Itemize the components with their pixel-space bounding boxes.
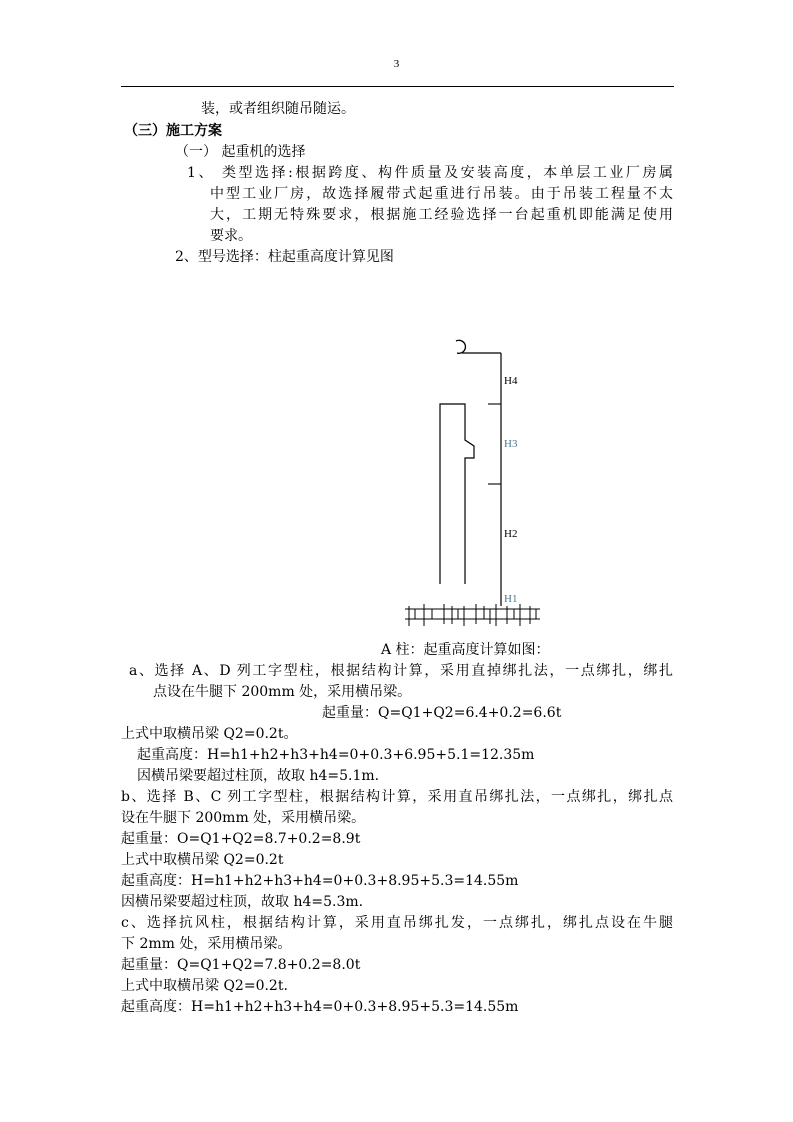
- text-line: 上式中取横吊梁 Q2=0.2t: [121, 852, 284, 868]
- subsection-heading: （一） 起重机的选择: [175, 144, 306, 160]
- formula-line: 起重量：Q=Q1+Q2=7.8+0.2=8.0t: [121, 957, 361, 973]
- text-line: b、选择 B、C 列工字型柱，根据结构计算，采用直吊绑扎法，一点绑扎，绑扎点: [121, 789, 673, 805]
- hook-icon: [456, 340, 465, 353]
- text-line: 2、型号选择：柱起重高度计算见图: [175, 249, 394, 265]
- diagram-caption: A 柱：起重高度计算如图：: [381, 642, 550, 658]
- label-h4: H4: [504, 375, 518, 387]
- text-line: 大，工期无特殊要求，根据施工经验选择一台起重机即能满足使用: [210, 207, 673, 223]
- formula-line: 起重量：O=Q1+Q2=8.7+0.2=8.9t: [121, 831, 361, 847]
- formula-line: 起重高度：H=h1+h2+h3+h4=0+0.3+8.95+5.3=14.55m: [121, 999, 519, 1015]
- formula-line: 起重高度：H=h1+h2+h3+h4=0+0.3+6.95+5.1=12.35m: [137, 747, 535, 763]
- page-number: 3: [393, 58, 400, 70]
- section-heading: （三）施工方案: [124, 123, 222, 139]
- text-line: 上式中取横吊梁 Q2=0.2t。: [121, 726, 298, 742]
- text-line: 下 2mm 处，采用横吊梁。: [121, 936, 292, 952]
- text-line: 上式中取横吊梁 Q2=0.2t.: [121, 978, 288, 994]
- ground-hatching: [409, 604, 536, 626]
- formula-line: 起重量：Q=Q1+Q2=6.4+0.2=6.6t: [322, 705, 562, 721]
- label-h1: H1: [504, 593, 518, 605]
- column-outline: [440, 404, 474, 584]
- text-line: a、选择 A、D 列工字型柱，根据结构计算，采用直掉绑扎法，一点绑扎，绑扎: [129, 663, 673, 679]
- text-line: 要求。: [210, 228, 252, 244]
- text-line: 装，或者组织随吊随运。: [201, 101, 355, 117]
- text-line: 中型工业厂房，故选择履带式起重进行吊装。由于吊装工程量不太: [210, 186, 673, 202]
- label-h2: H2: [504, 528, 518, 540]
- text-line: c、选择抗风柱，根据结构计算，采用直吊绑扎发，一点绑扎，绑扎点设在牛腿: [121, 915, 673, 931]
- text-line: 因横吊梁要超过柱顶，故取 h4=5.3m.: [121, 894, 364, 910]
- text-line: 设在牛腿下 200mm 处，采用横吊梁。: [121, 810, 366, 826]
- formula-line: 起重高度：H=h1+h2+h3+h4=0+0.3+8.95+5.3=14.55m: [121, 873, 519, 889]
- text-line: 1、 类型选择:根据跨度、构件质量及安装高度，本单层工业厂房属: [187, 165, 673, 181]
- label-h3: H3: [504, 438, 518, 450]
- text-line: 点设在牛腿下 200mm 处，采用横吊梁。: [153, 684, 412, 700]
- text-line: 因横吊梁要超过柱顶，故取 h4=5.1m.: [137, 768, 380, 784]
